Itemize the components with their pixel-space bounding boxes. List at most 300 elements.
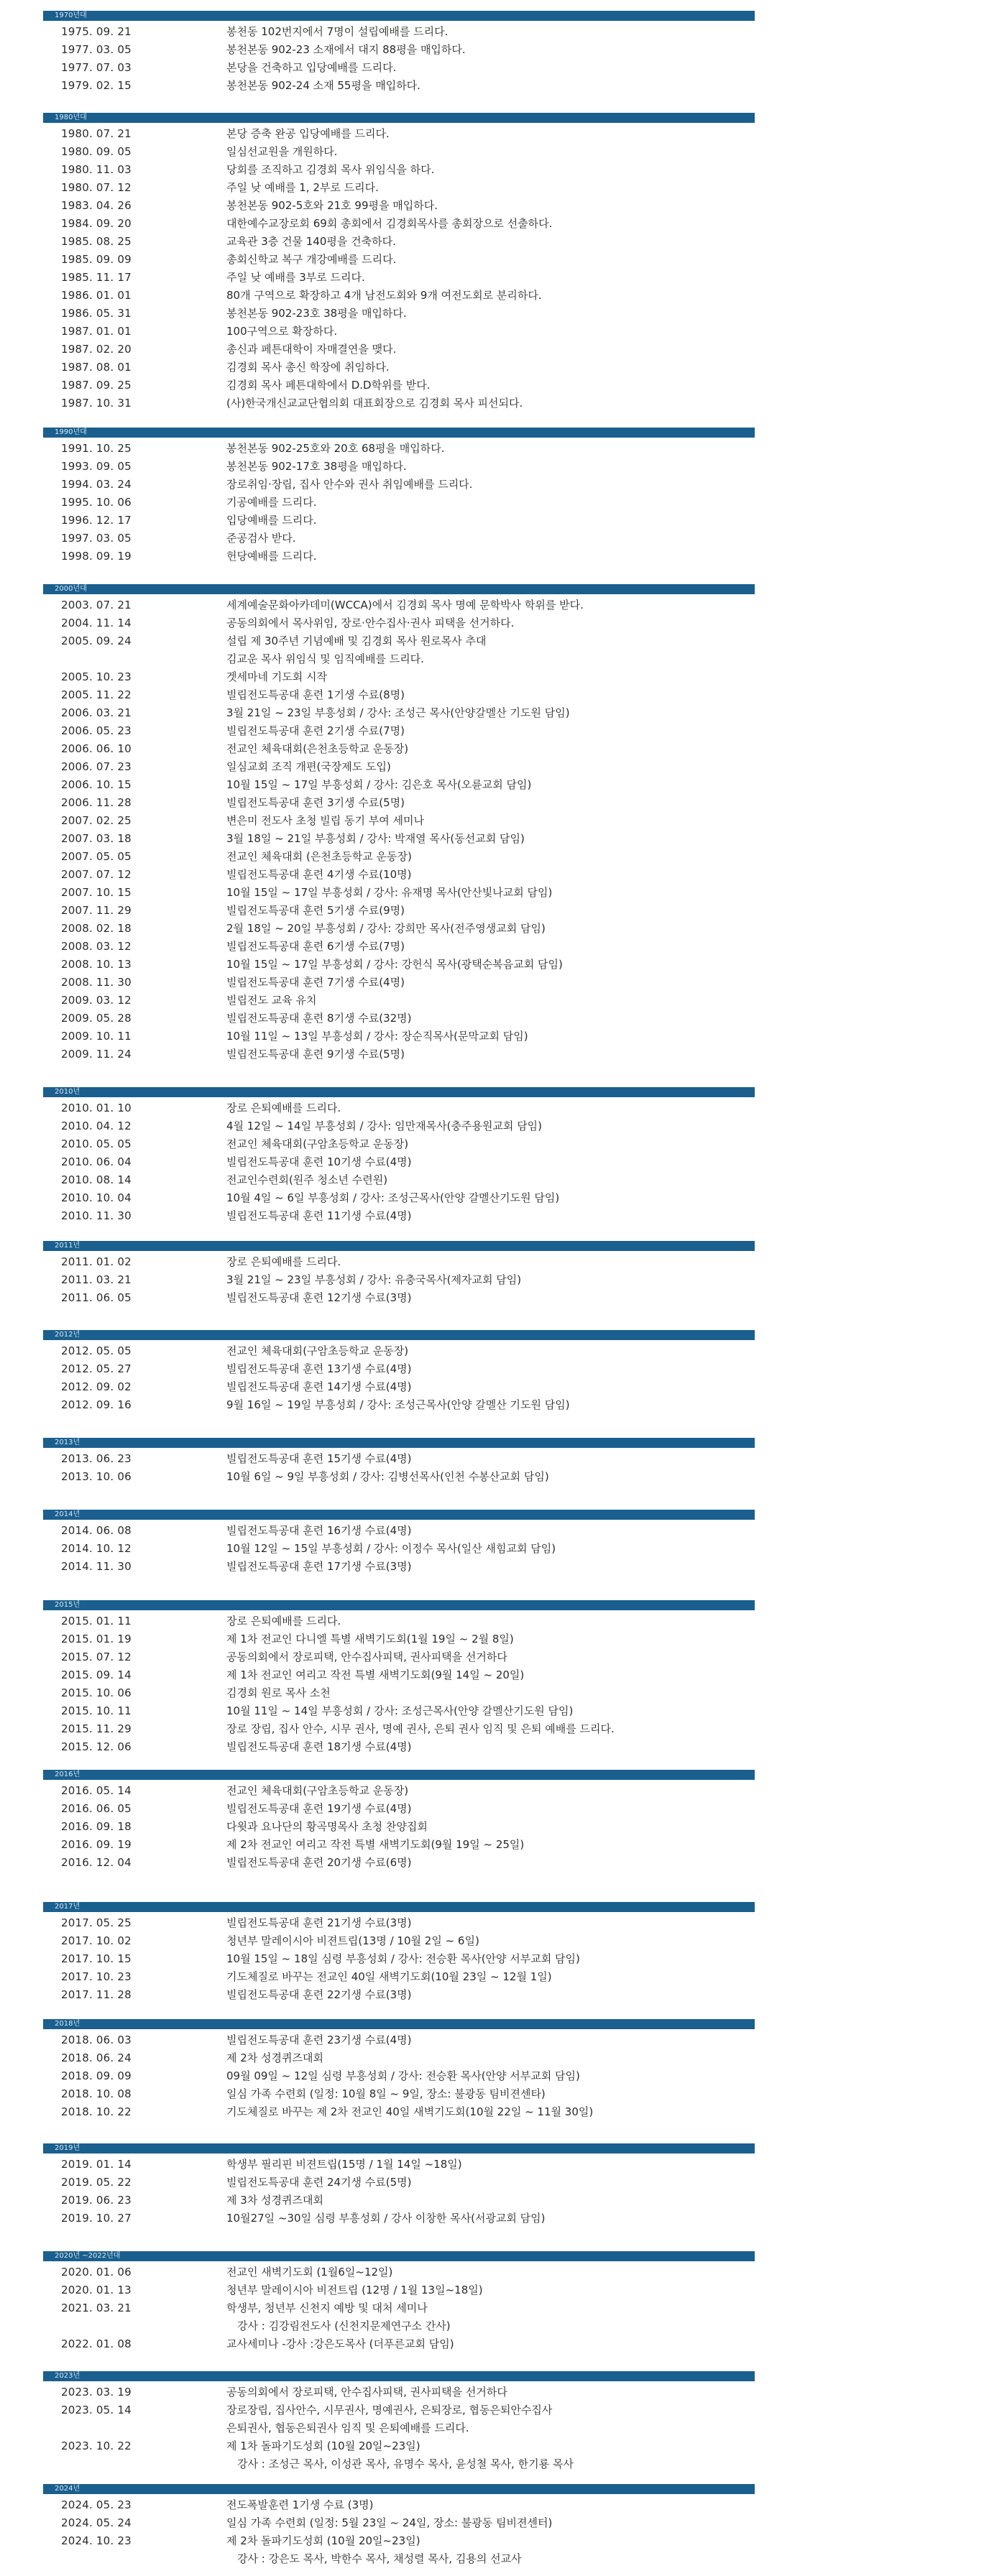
section-title: 1970년대 — [55, 11, 87, 19]
event-description: 3월 21일 ~ 23일 부흥성회 / 강사: 유충국목사(제자교회 담임) — [226, 1273, 522, 1286]
event-date: 2010. 08. 14 — [61, 1173, 132, 1186]
event-description: 교육관 3층 건물 140평을 건축하다. — [226, 235, 396, 248]
event-description: 총회신학교 복구 개강예배를 드리다. — [226, 253, 397, 266]
section-header-bar — [43, 1902, 755, 1912]
event-list — [43, 2031, 755, 2121]
event-date: 2015. 10. 06 — [61, 1686, 132, 1699]
event-row — [43, 233, 755, 251]
event-description: 빌립전도특공대 훈련 7기생 수료(4명) — [226, 976, 405, 989]
event-date: 2009. 11. 24 — [61, 1048, 132, 1061]
event-row — [43, 1818, 755, 1836]
event-description: 일심 가족 수련회 (일정: 5월 23일 ~ 24일, 장소: 불광동 팀비젼센터) — [226, 2516, 553, 2529]
section-title: 2010년 — [55, 1088, 81, 1096]
event-date: 1993. 09. 05 — [61, 460, 132, 473]
event-date: 2009. 05. 28 — [61, 1012, 132, 1025]
timeline-section — [43, 1902, 755, 2004]
event-description: 빌립전도특공대 훈련 15기생 수료(4명) — [226, 1452, 412, 1465]
event-date: 2005. 10. 23 — [61, 670, 132, 683]
event-description: 김경회 목사 총신 학장에 취임하다. — [226, 361, 390, 374]
section-header-bar — [43, 2251, 755, 2261]
event-description: 장로 은퇴예배를 드리다. — [226, 1102, 341, 1114]
event-row — [43, 2550, 755, 2568]
event-date: 1985. 08. 25 — [61, 235, 132, 248]
event-list — [43, 1253, 755, 1307]
event-row — [43, 686, 755, 704]
event-row — [43, 1648, 755, 1666]
event-date: 2008. 11. 30 — [61, 976, 132, 989]
event-date: 2012. 05. 27 — [61, 1362, 132, 1375]
event-date: 1979. 02. 15 — [61, 79, 132, 92]
event-description: 빌립전도특공대 훈련 1기생 수료(8명) — [226, 688, 405, 701]
event-row — [43, 1396, 755, 1414]
event-row — [43, 197, 755, 215]
section-header-bar — [43, 1330, 755, 1340]
timeline-section — [43, 2371, 755, 2473]
event-date: 2020. 01. 13 — [61, 2284, 132, 2296]
event-description: 빌립전도특공대 훈련 20기생 수료(6명) — [226, 1856, 412, 1869]
section-title: 1990년대 — [55, 428, 87, 436]
event-description: 빌립전도특공대 훈련 22기생 수료(3명) — [226, 1988, 412, 2001]
event-date: 2019. 01. 14 — [61, 2158, 132, 2171]
event-description: 제 1차 돌파기도성회 (10월 20일~23일) — [226, 2439, 420, 2452]
event-row — [43, 269, 755, 287]
event-date: 2023. 10. 22 — [61, 2439, 132, 2452]
event-row — [43, 1289, 755, 1307]
event-date: 1985. 11. 17 — [61, 271, 132, 284]
event-row — [43, 1253, 755, 1271]
event-row — [43, 1932, 755, 1950]
event-row — [43, 776, 755, 794]
event-row — [43, 287, 755, 305]
event-row — [43, 1378, 755, 1396]
event-row — [43, 758, 755, 776]
event-description: 기도체질로 바꾸는 전교인 40일 새벽기도회(10월 23일 ~ 12월 1일) — [226, 1970, 552, 1983]
section-title: 2020년 ~2022년대 — [55, 2252, 121, 2260]
event-row — [43, 548, 755, 565]
event-row — [43, 1836, 755, 1854]
event-row — [43, 2192, 755, 2210]
event-description: 공동의회에서 장로피택, 안수집사피택, 권사피택을 선거하다 — [226, 2386, 507, 2399]
event-date: 2018. 10. 22 — [61, 2105, 132, 2118]
event-description: 3월 18일 ~ 21일 부흥성회 / 강사: 박재열 목사(동선교회 담임) — [226, 832, 525, 845]
timeline-section — [43, 1510, 755, 1576]
event-row — [43, 1028, 755, 1045]
event-row — [43, 884, 755, 902]
event-description: 전교인 체육대회(구암초등학교 운동장) — [226, 1344, 409, 1357]
event-row — [43, 377, 755, 394]
event-row — [43, 2049, 755, 2067]
event-row — [43, 794, 755, 812]
event-row — [43, 1189, 755, 1207]
event-description: 빌립전도특공대 훈련 14기생 수료(4명) — [226, 1380, 412, 1393]
event-row — [43, 1558, 755, 1576]
event-description: 빌립전도특공대 훈련 17기생 수료(3명) — [226, 1560, 412, 1573]
event-date: 2010. 10. 04 — [61, 1191, 132, 1204]
event-date: 2009. 10. 11 — [61, 1030, 132, 1043]
event-row — [43, 494, 755, 512]
section-header-bar — [43, 1510, 755, 1520]
event-description: 강사 : 김강림전도사 (신천지문제연구소 간사) — [237, 2319, 451, 2332]
event-row — [43, 1800, 755, 1818]
timeline-section — [43, 113, 755, 412]
event-row — [43, 938, 755, 956]
event-description: 빌립전도특공대 훈련 4기생 수료(10명) — [226, 868, 412, 881]
event-date: 2016. 12. 04 — [61, 1856, 132, 1869]
event-row — [43, 1738, 755, 1756]
event-date: 1998. 09. 19 — [61, 550, 132, 563]
event-description: 10월 12일 ~ 15일 부흥성회 / 강사: 이정수 목사(일산 새힘교회 담임) — [226, 1542, 556, 1555]
event-row — [43, 1968, 755, 1986]
event-description: 빌립전도특공대 훈련 9기생 수료(5명) — [226, 1048, 405, 1061]
event-list — [43, 1450, 755, 1486]
section-header-bar — [43, 1770, 755, 1780]
event-date: 2013. 10. 06 — [61, 1470, 132, 1483]
event-date: 1980. 07. 21 — [61, 127, 132, 140]
event-list — [43, 1612, 755, 1756]
event-row — [43, 41, 755, 59]
event-date: 2015. 01. 19 — [61, 1633, 132, 1645]
event-description: 강사 : 조성근 목사, 이성관 목사, 유명수 목사, 윤성철 목사, 한기룡 목사 — [237, 2457, 574, 2470]
section-header-bar — [43, 1600, 755, 1610]
event-row — [43, 1468, 755, 1486]
section-title: 2013년 — [55, 1439, 81, 1446]
event-date: 2006. 11. 28 — [61, 796, 132, 809]
event-date: 1977. 03. 05 — [61, 43, 132, 56]
event-description: 기도체질로 바꾸는 제 2차 전교인 40일 새벽기도회(10월 22일 ~ 11월 30일) — [226, 2105, 594, 2118]
event-description: 대한예수교장로회 69회 총회에서 김경회목사를 총회장으로 선출하다. — [226, 217, 553, 230]
event-description: 겟세마네 기도회 시작 — [226, 670, 327, 683]
event-date: 2023. 03. 19 — [61, 2386, 132, 2399]
event-date: 2019. 06. 23 — [61, 2194, 132, 2207]
event-description: 세계예술문화아카데미(WCCA)에서 김경회 목사 명예 문학박사 학위를 받다. — [226, 599, 584, 611]
event-row — [43, 650, 755, 668]
event-description: 봉천본동 902-17호 38평을 매입하다. — [226, 460, 407, 473]
timeline-section — [43, 1241, 755, 1307]
event-date: 2012. 09. 16 — [61, 1398, 132, 1411]
event-row — [43, 2383, 755, 2401]
event-row — [43, 251, 755, 269]
section-title: 2018년 — [55, 2020, 81, 2028]
event-row — [43, 2174, 755, 2192]
timeline-section — [43, 2251, 755, 2353]
event-date: 2015. 09. 14 — [61, 1668, 132, 1681]
event-row — [43, 1540, 755, 1558]
event-description: 빌립전도특공대 훈련 23기생 수료(4명) — [226, 2033, 412, 2046]
event-date: 2016. 06. 05 — [61, 1802, 132, 1815]
event-description: 김경회 목사 페튼대학에서 D.D학위를 받다. — [226, 379, 431, 392]
event-description: 빌립전도특공대 훈련 19기생 수료(4명) — [226, 1802, 412, 1815]
event-row — [43, 1117, 755, 1135]
event-row — [43, 2085, 755, 2103]
event-list — [43, 2496, 755, 2568]
event-description: 은퇴권사, 협동은퇴권사 임직 및 은퇴예배를 드리다. — [226, 2422, 469, 2434]
event-description: 설립 제 30주년 기념예배 및 김경회 목사 원로목사 추대 — [226, 634, 487, 647]
event-date: 2015. 12. 06 — [61, 1740, 132, 1753]
event-description: 10월 15일 ~ 17일 부흥성회 / 강사: 유재명 목사(안산빛나교회 담임) — [226, 886, 553, 899]
event-description: 장로 장립, 집사 안수, 시무 권사, 명예 권사, 은퇴 권사 임직 및 은퇴 예배를 드리다. — [226, 1722, 615, 1735]
event-description: 제 3차 성경퀴즈대회 — [226, 2194, 324, 2207]
event-description: 9월 16일 ~ 19일 부흥성회 / 강사: 조성근목사(안양 갈멜산 기도원 담임) — [226, 1398, 570, 1411]
event-date: 2008. 10. 13 — [61, 958, 132, 971]
section-header-bar — [43, 1438, 755, 1448]
event-list — [43, 440, 755, 565]
event-row — [43, 1914, 755, 1932]
event-date: 2013. 06. 23 — [61, 1452, 132, 1465]
event-row — [43, 1135, 755, 1153]
event-list — [43, 1099, 755, 1225]
event-description: 공동의회에서 장로피택, 안수집사피택, 권사피택을 선거하다 — [226, 1651, 507, 1663]
event-row — [43, 2496, 755, 2514]
event-date: 2018. 06. 24 — [61, 2051, 132, 2064]
event-date: 2007. 11. 29 — [61, 904, 132, 917]
event-description: 일심교회 조직 개편(국장제도 도입) — [226, 760, 391, 773]
section-title: 2017년 — [55, 1903, 81, 1911]
event-date: 2015. 01. 11 — [61, 1615, 132, 1628]
event-row — [43, 440, 755, 458]
event-date: 2011. 06. 05 — [61, 1291, 132, 1304]
event-description: 장로취임·장립, 집사 안수와 권사 취임예배를 드리다. — [226, 478, 473, 491]
event-date: 2024. 05. 23 — [61, 2498, 132, 2511]
event-date: 2015. 07. 12 — [61, 1651, 132, 1663]
section-header-bar — [43, 2143, 755, 2153]
timeline-section — [43, 2143, 755, 2228]
event-description: 빌립전도특공대 훈련 24기생 수료(5명) — [226, 2176, 412, 2189]
section-title: 2011년 — [55, 1242, 81, 1250]
event-description: 김교운 목사 위임식 및 임직예배를 드리다. — [226, 652, 424, 665]
section-title: 2000년대 — [55, 585, 87, 593]
section-header-bar — [43, 113, 755, 123]
event-row — [43, 77, 755, 95]
event-row — [43, 215, 755, 233]
event-description: (사)한국개신교교단협의회 대표회장으로 김경회 목사 피선되다. — [226, 397, 523, 410]
event-row — [43, 1171, 755, 1189]
event-row — [43, 512, 755, 530]
event-description: 기공예배를 드리다. — [226, 496, 317, 509]
event-list — [43, 596, 755, 1063]
event-date: 2011. 01. 02 — [61, 1255, 132, 1268]
event-date: 2006. 06. 10 — [61, 742, 132, 755]
timeline-section — [43, 1330, 755, 1414]
timeline-section — [43, 1087, 755, 1225]
event-row — [43, 1782, 755, 1800]
event-row — [43, 359, 755, 377]
event-row — [43, 1099, 755, 1117]
event-description: 학생부 필리핀 비젼트립(15명 / 1월 14일 ~18일) — [226, 2158, 462, 2171]
event-date: 1994. 03. 24 — [61, 478, 132, 491]
event-date: 2012. 05. 05 — [61, 1344, 132, 1357]
event-description: 10월 4일 ~ 6일 부흥성회 / 강사: 조성근목사(안양 갈멜산기도원 담임) — [226, 1191, 560, 1204]
event-date: 1983. 04. 26 — [61, 199, 132, 212]
timeline-section — [43, 584, 755, 1063]
timeline-section — [43, 1438, 755, 1486]
event-description: 장로 은퇴예배를 드리다. — [226, 1255, 341, 1268]
event-row — [43, 974, 755, 992]
event-description: 10월 11일 ~ 13일 부흥성회 / 강사: 장순직목사(문막교회 담임) — [226, 1030, 528, 1043]
event-row — [43, 2419, 755, 2437]
event-list — [43, 2263, 755, 2353]
event-row — [43, 2156, 755, 2174]
event-description: 청년부 말레이시아 비전트립 (12명 / 1월 13일~18일) — [226, 2284, 483, 2296]
event-date: 2007. 02. 25 — [61, 814, 132, 827]
event-row — [43, 1612, 755, 1630]
timeline-section — [43, 1770, 755, 1872]
event-date: 2008. 02. 18 — [61, 922, 132, 935]
section-header-bar — [43, 2484, 755, 2494]
event-row — [43, 1342, 755, 1360]
event-row — [43, 2401, 755, 2419]
event-description: 장로장립, 집사안수, 시무권사, 명예권사, 은퇴장로, 협동은퇴안수집사 — [226, 2404, 553, 2416]
event-description: 10월 6일 ~ 9일 부흥성회 / 강사: 김병선목사(인천 수봉산교회 담임) — [226, 1470, 549, 1483]
event-date: 2018. 10. 08 — [61, 2087, 132, 2100]
event-date: 2006. 05. 23 — [61, 724, 132, 737]
event-row — [43, 2210, 755, 2228]
event-date: 2014. 10. 12 — [61, 1542, 132, 1555]
event-list — [43, 1782, 755, 1872]
event-description: 제 2차 돌파기도성회 (10월 20일~23일) — [226, 2534, 420, 2547]
event-description: 빌립전도 교육 유치 — [226, 994, 317, 1007]
event-date: 1977. 07. 03 — [61, 61, 132, 74]
event-description: 청년부 말레이시아 비젼트립(13명 / 10월 2일 ~ 6일) — [226, 1934, 479, 1947]
event-date: 1996. 12. 17 — [61, 514, 132, 527]
event-date: 2010. 04. 12 — [61, 1120, 132, 1132]
event-description: 전교인 체육대회(구암초등학교 운동장) — [226, 1784, 409, 1797]
event-date: 2024. 10. 23 — [61, 2534, 132, 2547]
timeline-section — [43, 2484, 755, 2568]
event-date: 2017. 10. 02 — [61, 1934, 132, 1947]
event-row — [43, 992, 755, 1010]
event-description: 제 2차 성경퀴즈대회 — [226, 2051, 324, 2064]
event-date: 2005. 11. 22 — [61, 688, 132, 701]
section-title: 1980년대 — [55, 114, 87, 121]
event-description: 빌립전도특공대 훈련 16기생 수료(4명) — [226, 1524, 412, 1537]
event-row — [43, 2317, 755, 2335]
event-date: 1997. 03. 05 — [61, 532, 132, 545]
event-row — [43, 2263, 755, 2281]
event-row — [43, 2103, 755, 2121]
event-row — [43, 866, 755, 884]
event-row — [43, 2031, 755, 2049]
event-description: 제 1차 전교인 다니엘 특별 새벽기도회(1월 19일 ~ 2월 8일) — [226, 1633, 514, 1645]
event-date: 2018. 06. 03 — [61, 2033, 132, 2046]
event-date: 2007. 07. 12 — [61, 868, 132, 881]
event-description: 총신과 페튼대학이 자매결연을 맺다. — [226, 343, 397, 356]
event-description: 주일 낮 예배를 3부로 드리다. — [226, 271, 365, 284]
event-row — [43, 632, 755, 650]
section-header-bar — [43, 2371, 755, 2381]
event-row — [43, 1666, 755, 1684]
timeline-section — [43, 2019, 755, 2121]
event-row — [43, 530, 755, 548]
event-row — [43, 920, 755, 938]
event-date: 2006. 07. 23 — [61, 760, 132, 773]
event-row — [43, 812, 755, 830]
event-date: 1984. 09. 20 — [61, 217, 132, 230]
event-description: 전교인수련회(원주 청소년 수련원) — [226, 1173, 388, 1186]
event-description: 일심선교원을 개원하다. — [226, 145, 338, 158]
section-header-bar — [43, 584, 755, 594]
section-title: 2012년 — [55, 1331, 81, 1339]
event-description: 빌립전도특공대 훈련 8기생 수료(32명) — [226, 1012, 412, 1025]
event-row — [43, 1986, 755, 2004]
section-title: 2014년 — [55, 1510, 81, 1518]
event-row — [43, 2299, 755, 2317]
event-description: 빌립전도특공대 훈련 18기생 수료(4명) — [226, 1740, 412, 1753]
event-description: 일심 가족 수련회 (일정: 10월 8일 ~ 9일, 장소: 불광동 팀비젼센타) — [226, 2087, 546, 2100]
event-row — [43, 179, 755, 197]
event-description: 봉천본동 902-5호와 21호 99평을 매입하다. — [226, 199, 438, 212]
event-row — [43, 2514, 755, 2532]
event-date: 2017. 05. 25 — [61, 1916, 132, 1929]
event-date: 2019. 05. 22 — [61, 2176, 132, 2189]
event-row — [43, 704, 755, 722]
event-date: 1987. 01. 01 — [61, 325, 132, 338]
event-description: 다윗과 요나단의 황곡명목사 초청 찬양집회 — [226, 1820, 428, 1833]
timeline-section — [43, 11, 755, 95]
event-date: 2018. 09. 09 — [61, 2069, 132, 2082]
event-row — [43, 830, 755, 848]
event-date: 2016. 05. 14 — [61, 1784, 132, 1797]
event-description: 공동의회에서 목사위임, 장로·안수집사·권사 피택을 선거하다. — [226, 617, 515, 629]
timeline-section — [43, 428, 755, 565]
event-row — [43, 59, 755, 77]
event-description: 본당 증축 완공 입당예배를 드리다. — [226, 127, 390, 140]
timeline-section — [43, 1600, 755, 1756]
event-date: 1987. 10. 31 — [61, 397, 132, 410]
event-description: 2월 18일 ~ 20일 부흥성회 / 강사: 강희만 목사(전주영생교회 담임) — [226, 922, 546, 935]
event-date: 1980. 11. 03 — [61, 163, 132, 176]
event-description: 4월 12일 ~ 14일 부흥성회 / 강사: 임만재목사(충주용원교회 담임) — [226, 1120, 543, 1132]
section-title: 2016년 — [55, 1771, 81, 1778]
section-header-bar — [43, 2019, 755, 2029]
event-row — [43, 2067, 755, 2085]
event-date: 2010. 06. 04 — [61, 1155, 132, 1168]
event-description: 장로 은퇴예배를 드리다. — [226, 1615, 341, 1628]
event-row — [43, 1207, 755, 1225]
event-description: 교사세미나 -강사 :강은도목사 (더푸른교회 담임) — [226, 2337, 454, 2350]
event-row — [43, 1702, 755, 1720]
event-date: 1985. 09. 09 — [61, 253, 132, 266]
event-row — [43, 2437, 755, 2455]
event-date: 2004. 11. 14 — [61, 617, 132, 629]
event-description: 3월 21일 ~ 23일 부흥성회 / 강사: 조성근 목사(안양갈멜산 기도원 담임) — [226, 706, 570, 719]
event-date: 1995. 10. 06 — [61, 496, 132, 509]
event-description: 빌립전도특공대 훈련 21기생 수료(3명) — [226, 1916, 412, 1929]
event-description: 당회를 조직하고 김경회 목사 위임식을 하다. — [226, 163, 435, 176]
event-date: 2010. 01. 10 — [61, 1102, 132, 1114]
event-row — [43, 2281, 755, 2299]
event-date: 2003. 07. 21 — [61, 599, 132, 611]
event-date: 2015. 10. 11 — [61, 1704, 132, 1717]
event-date: 2006. 10. 15 — [61, 778, 132, 791]
event-row — [43, 476, 755, 494]
event-description: 전교인 체육대회 (은천초등학교 운동장) — [226, 850, 412, 863]
event-list — [43, 23, 755, 95]
event-row — [43, 341, 755, 359]
event-row — [43, 323, 755, 341]
event-list — [43, 1914, 755, 2004]
event-description: 빌립전도특공대 훈련 2기생 수료(7명) — [226, 724, 405, 737]
event-row — [43, 2455, 755, 2473]
event-date: 2009. 03. 12 — [61, 994, 132, 1007]
event-description: 강사 : 강은도 목사, 박한수 목사, 채성렬 목사, 김용의 선교사 — [237, 2552, 522, 2565]
event-date: 1986. 05. 31 — [61, 307, 132, 320]
event-description: 빌립전도특공대 훈련 6기생 수료(7명) — [226, 940, 405, 953]
event-row — [43, 143, 755, 161]
event-description: 10월 11일 ~ 14일 부흥성회 / 강사: 조성근목사(안양 갈멜산기도원 담임) — [226, 1704, 574, 1717]
event-row — [43, 722, 755, 740]
event-date: 1991. 10. 25 — [61, 442, 132, 455]
event-description: 100구역으로 확장하다. — [226, 325, 338, 338]
